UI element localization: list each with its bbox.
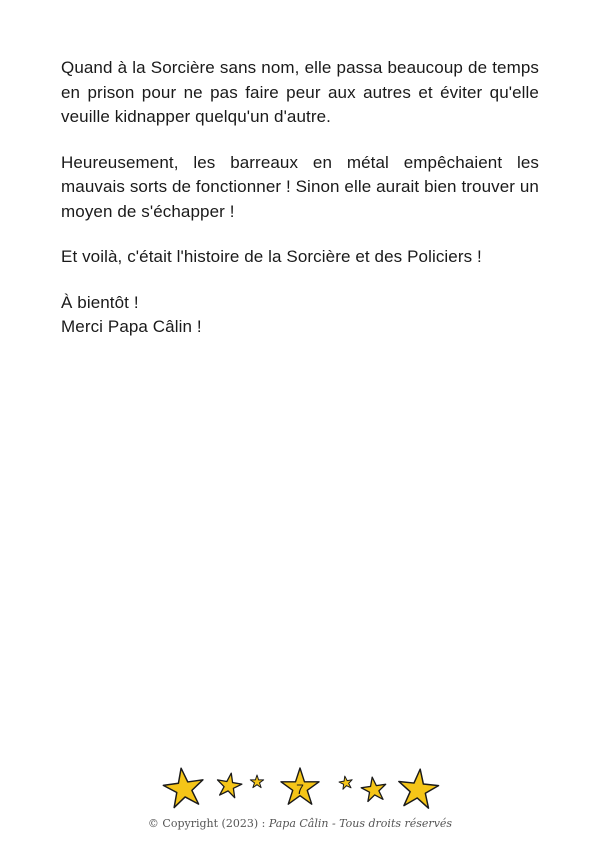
story-paragraph-2: Heureusement, les barreaux en métal empêchaient les mauvais sorts de fonctionner ! Sinon elle aurait bien trouver un moyen de s'échapper ! <box>61 152 539 221</box>
story-closing <box>61 291 539 340</box>
copyright-label: © Copyright (2023) : <box>147 817 266 830</box>
footer-star-row <box>0 760 600 816</box>
star-medium-right-icon <box>360 775 388 802</box>
closing-line-1: À bientôt ! <box>61 292 139 312</box>
story-paragraph-3: Et voilà, c'était l'histoire de la Sorcière et des Policiers ! <box>61 247 482 266</box>
copyright-owner: Papa Câlin - Tous droits réservés <box>268 817 453 830</box>
story-body <box>61 56 539 361</box>
star-large-left-icon <box>161 765 206 808</box>
star-small-left-icon <box>250 775 263 788</box>
closing-line-2: Merci Papa Câlin ! <box>61 317 202 336</box>
page-number-star-icon <box>281 768 319 804</box>
star-small-right-icon <box>338 775 353 790</box>
star-medium-left-icon <box>215 771 243 798</box>
page-number: 7 <box>296 781 304 797</box>
story-paragraph-1: Quand à la Sorcière sans nom, elle passa beaucoup de temps en prison pour ne pas faire peur aux autres et éviter qu'elle veuille kidnapper quelqu'un d'autre. <box>61 58 539 126</box>
star-large-right-icon <box>396 767 440 809</box>
copyright-notice <box>0 817 600 830</box>
